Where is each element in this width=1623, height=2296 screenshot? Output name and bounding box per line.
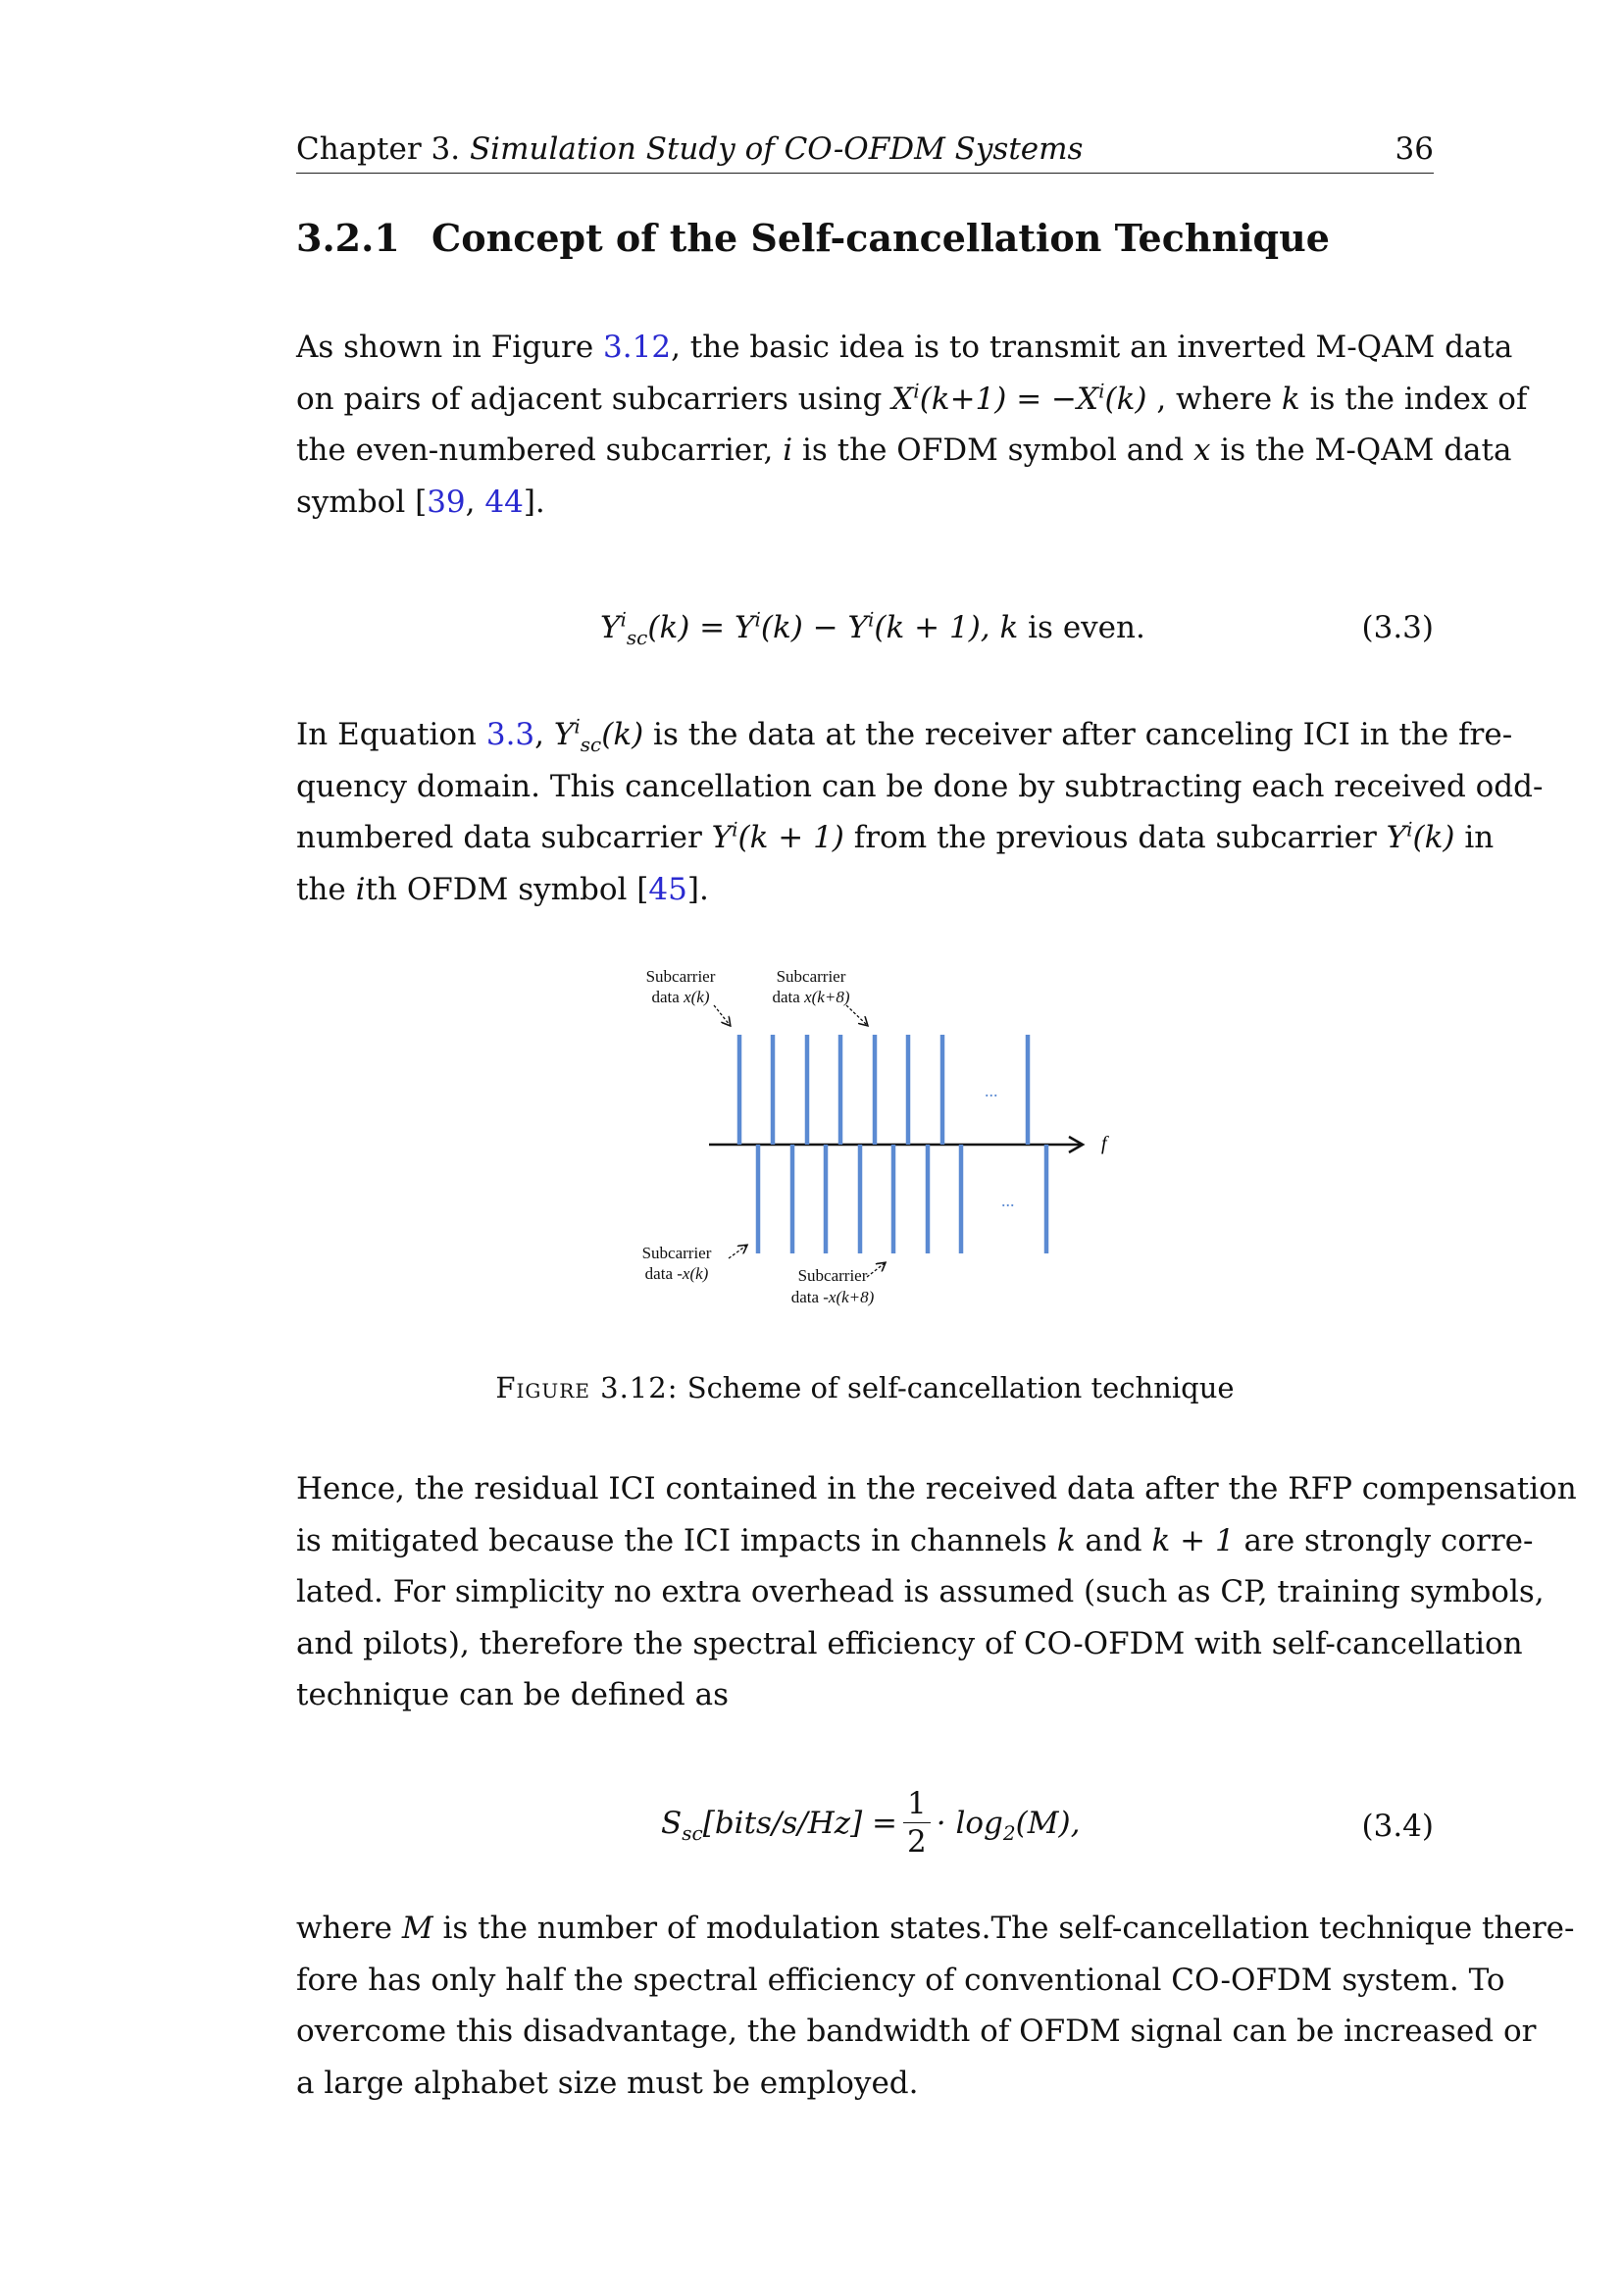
axis-label-f: f [1101,1133,1107,1154]
label-bottom-right-line1: Subcarrier [797,1266,868,1285]
inline-math-inversion: $X^i(k+1) = -X^i(k)$ [891,379,1147,417]
label-top-left-line1: Subcarrier [645,967,716,986]
equation-expression: $S_{sc}[bits/s/Hz]$ = $\frac{1}{2}$ · $\log_2(M)$, [661,1786,1081,1860]
citation-link-45[interactable]: 45 [648,871,687,907]
equation-3-3 [296,607,1434,669]
pointer-arrow-top-left [714,1005,730,1025]
equation-reference-link[interactable]: 3.3 [485,717,535,752]
equation-number: (3.3) [1361,610,1434,645]
figure-reference-link[interactable]: 3.12 [603,330,672,365]
page-number: 36 [1395,131,1434,167]
section-title: Concept of the Self-cancellation Technique [431,216,1330,260]
section-heading [296,216,1330,260]
pointer-arrow-bottom-left [729,1246,746,1258]
header-chapter-title: Simulation Study of CO-OFDM Systems [469,131,1084,167]
figure-caption [296,1371,1434,1404]
label-bottom-left-line2: data -x(k) [644,1264,709,1283]
paragraph-intro: As shown in Figure 3.12, the basic idea is to transmit an inverted M-QAM data on pairs of adjacent subcarriers using $X^i(k+1) = -X^i(k)$ , where k is the index of the even-numbered subcarrier, i is the OFDM symbol and x is the M-QAM data symbol [39, 44]. [296,330,1528,520]
label-top-right-line1: Subcarrier [776,967,846,986]
inline-math-ysc: $Y^i_{sc}(k)$ [553,714,644,757]
citation-link-39[interactable]: 39 [427,484,466,520]
fraction-one-half: $\frac{1}{2}$ [903,1785,931,1861]
section-number: 3.2.1 [296,216,400,260]
label-bottom-left-line1: Subcarrier [641,1244,712,1262]
label-top-right-line2: data x(k+8) [772,988,850,1006]
paragraph-spectral-efficiency: where M is the number of modulation states.The self-cancellation technique there- fore has only half the spectral efficiency of conventional CO-OFDM system. To overcome this disadvantage, the bandwidth of OFDM signal can be increased or a large alphabet size must be employed. [296,1911,1575,2101]
header-chapter: Chapter 3. Simulation Study of CO-OFDM Systems [296,131,1084,167]
ellipsis-top: ... [985,1081,998,1100]
self-cancellation-diagram [608,961,1138,1334]
pointer-arrow-bottom-right [867,1263,885,1277]
label-bottom-right-line2: data -x(k+8) [790,1288,875,1306]
running-header [296,128,1434,174]
pointer-arrow-top-right [846,1005,867,1025]
label-top-left-line2: data x(k) [651,988,710,1006]
paragraph-equation-explanation: In Equation 3.3, $Y^i_{sc}(k)$ is the data at the receiver after canceling ICI in the fre- quency domain. This cancellation can be done by subtracting each received odd- numbered data subcarrier $Y^i(k + 1)$ from the previous data subcarrier $Y^i(k)$ in the ith OFDM symbol [45]. [296,714,1544,907]
equation-3-4 [296,1785,1434,1873]
ellipsis-bottom: ... [1001,1191,1015,1210]
equation-expression: $Y^i_{sc}(k) = Y^i(k) - Y^i(k + 1)$, k is even. [600,607,1145,650]
equation-number: (3.4) [1361,1809,1434,1844]
figure-caption-text: Scheme of self-cancellation technique [686,1371,1235,1404]
figure-caption-label: Figure 3.12: [495,1371,679,1404]
paragraph-residual-ici: Hence, the residual ICI contained in the received data after the RFP compensation is mitigated because the ICI impacts in channels k and k + 1 are strongly corre- lated. For simplicity no extra overhead is assumed (such as CP, training symbols, and pilots), therefore the spectral efficiency of CO-OFDM with self-cancellation technique can be defined as [296,1471,1577,1712]
citation-link-44[interactable]: 44 [484,484,524,520]
